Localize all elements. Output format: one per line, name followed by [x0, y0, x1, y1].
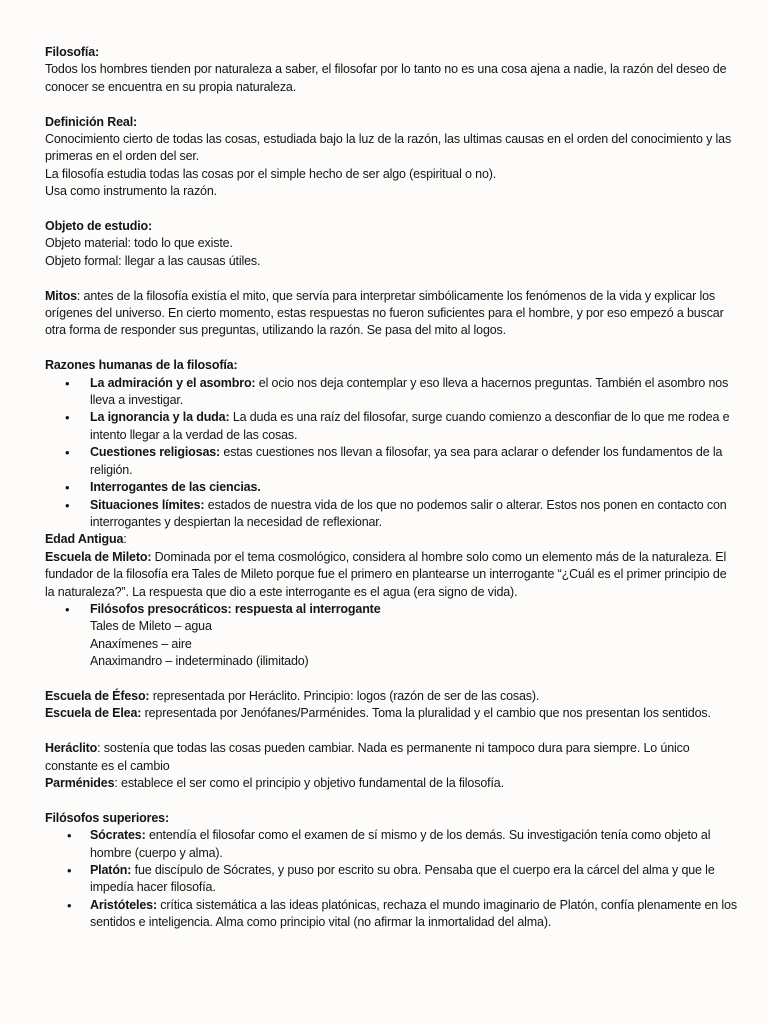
mitos-label: Mitos — [45, 288, 77, 303]
presocratico-tales: Tales de Mileto – agua — [90, 619, 212, 634]
presocratico-anaximandro: Anaximandro – indeterminado (ilimitado) — [90, 654, 309, 669]
list-item-razon — [45, 444, 738, 479]
list-item-text: el ocio nos deja contemplar y eso lleva a hacernos preguntas. También el asombro nos lleva a investigar. — [90, 375, 729, 408]
list-presocraticos — [45, 601, 738, 618]
edad-antigua-colon: : — [123, 532, 127, 547]
edad-antigua-label: Edad Antigua — [45, 532, 124, 547]
list-item-filosofo — [45, 862, 738, 897]
list-item-razon — [45, 497, 738, 532]
section-heading-superiores: Filósofos superiores: — [45, 810, 169, 825]
bullet-icon: • — [65, 445, 70, 461]
bullet-icon: • — [65, 497, 70, 513]
paragraph-objeto-formal: Objeto formal: llegar a las causas útiles. — [45, 253, 261, 268]
mileto-text: Dominada por el tema cosmológico, considera al hombre solo como un elemento más de la naturaleza. El fundador de la filosofía era Tales de Mileto porque fue el primero en plantearse un interrogante “¿Cuál es el primer principio de la naturaleza?”. La respuesta que dio a este interrogante es el agua (era signo de vida). — [45, 549, 727, 599]
parmenides-label: Parménides — [45, 775, 115, 790]
list-item-text: crítica sistemática a las ideas platónicas, rechaza el mundo imaginario de Platón, confía plenamente en los sentidos e inteligencia. Alma como principio vital (no afirmar la inmortalidad del alma). — [90, 897, 737, 930]
heraclito-label: Heráclito — [45, 741, 98, 756]
paragraph-mitos — [45, 288, 738, 340]
list-item-label: Cuestiones religiosas: — [90, 445, 221, 460]
list-superiores — [45, 827, 738, 931]
list-item-text: fue discípulo de Sócrates, y puso por escrito su obra. Pensaba que el cuerpo era la cárcel del alma y que le impedía hacer filosofía. — [90, 862, 715, 895]
list-item-razon — [45, 375, 738, 410]
list-item-label: Platón: — [90, 862, 132, 877]
parmenides-text: : establece el ser como el principio y objetivo fundamental de la filosofía. — [114, 775, 504, 790]
mitos-text: : antes de la filosofía existía el mito, que servía para interpretar simbólicamente los fenómenos de la vida y explicar los orígenes del universo. En cierto momento, estas respuestas no fueron suficientes para el hombre, y por eso empezó a buscar otra forma de responder sus preguntas, utilizando la razón. Se pasa del mito al logos. — [45, 288, 724, 338]
elea-text: representada por Jenófanes/Parménides. Toma la pluralidad y el cambio que nos presentan los sentidos. — [141, 706, 711, 721]
section-heading-razones: Razones humanas de la filosofía: — [45, 358, 238, 373]
paragraph-objeto-material: Objeto material: todo lo que existe. — [45, 236, 233, 251]
list-item-razon — [45, 479, 738, 496]
paragraph-filosofia: Todos los hombres tienden por naturaleza a saber, el filosofar por lo tanto no es una cosa ajena a nadie, la razón del deseo de conocer se encuentra en su propia naturaleza. — [45, 62, 727, 94]
list-razones — [45, 375, 738, 532]
list-item-label: Interrogantes de las ciencias. — [90, 480, 261, 495]
list-item-text: La duda es una raíz del filosofar, surge cuando comienzo a desconfiar de lo que me rodea e intento llegar a la verdad de las cosas. — [90, 410, 730, 442]
bullet-icon: • — [67, 828, 72, 844]
presocratico-anaximenes: Anaxímenes – aire — [90, 636, 192, 651]
section-heading-edad-antigua — [45, 531, 738, 548]
bullet-icon: • — [65, 410, 70, 426]
bullet-icon: • — [67, 862, 72, 878]
list-item-label: Aristóteles: — [90, 897, 157, 912]
bullet-icon: • — [65, 601, 70, 617]
paragraph-mileto — [45, 549, 738, 601]
section-heading-definicion: Definición Real: — [45, 114, 138, 129]
list-item-presocraticos — [45, 601, 738, 618]
list-item-filosofo — [45, 827, 738, 862]
list-item-label: Situaciones límites: — [90, 497, 205, 512]
elea-label: Escuela de Elea: — [45, 706, 142, 721]
list-item-label: Sócrates: — [90, 828, 146, 843]
list-item-razon — [45, 409, 738, 444]
mileto-label: Escuela de Mileto: — [45, 549, 152, 564]
list-item-label: La ignorancia y la duda: — [90, 410, 230, 425]
paragraph-heraclito — [45, 740, 738, 775]
paragraph-definicion-2: La filosofía estudia todas las cosas por el simple hecho de ser algo (espiritual o no). — [45, 166, 497, 181]
paragraph-definicion-1: Conocimiento cierto de todas las cosas, estudiada bajo la luz de la razón, las ultimas causas en el orden del conocimiento y las primeras en el orden del ser. — [45, 132, 732, 164]
bullet-icon: • — [67, 897, 72, 913]
heraclito-text: : sostenía que todas las cosas pueden cambiar. Nada es permanente ni tampoco dura para siempre. Lo único constante es el cambio — [45, 741, 690, 773]
paragraph-definicion-3: Usa como instrumento la razón. — [45, 184, 217, 199]
list-item-label: La admiración y el asombro: — [90, 375, 256, 390]
list-item-label: Filósofos presocráticos: respuesta al interrogante — [90, 601, 381, 616]
list-item-filosofo — [45, 897, 738, 932]
paragraph-efeso — [45, 688, 738, 705]
section-heading-filosofia: Filosofía: — [45, 45, 100, 59]
bullet-icon: • — [65, 375, 70, 391]
bullet-icon: • — [65, 480, 70, 496]
list-item-text: estados de nuestra vida de los que no podemos salir o alterar. Estos nos ponen en contacto con interrogantes y despiertan la necesidad de reflexionar. — [90, 497, 727, 529]
paragraph-parmenides — [45, 775, 738, 792]
efeso-text: representada por Heráclito. Principio: logos (razón de ser de las cosas). — [149, 688, 540, 703]
section-heading-objeto: Objeto de estudio: — [45, 219, 153, 234]
efeso-label: Escuela de Éfeso: — [45, 688, 150, 703]
paragraph-elea — [45, 705, 738, 722]
list-item-text: entendía el filosofar como el examen de sí mismo y de los demás. Su investigación tenía como objeto al hombre (cuerpo y alma). — [90, 828, 711, 860]
list-item-text: estas cuestiones nos llevan a filosofar, ya sea para aclarar o defender los fundamentos de la religión. — [90, 445, 723, 477]
